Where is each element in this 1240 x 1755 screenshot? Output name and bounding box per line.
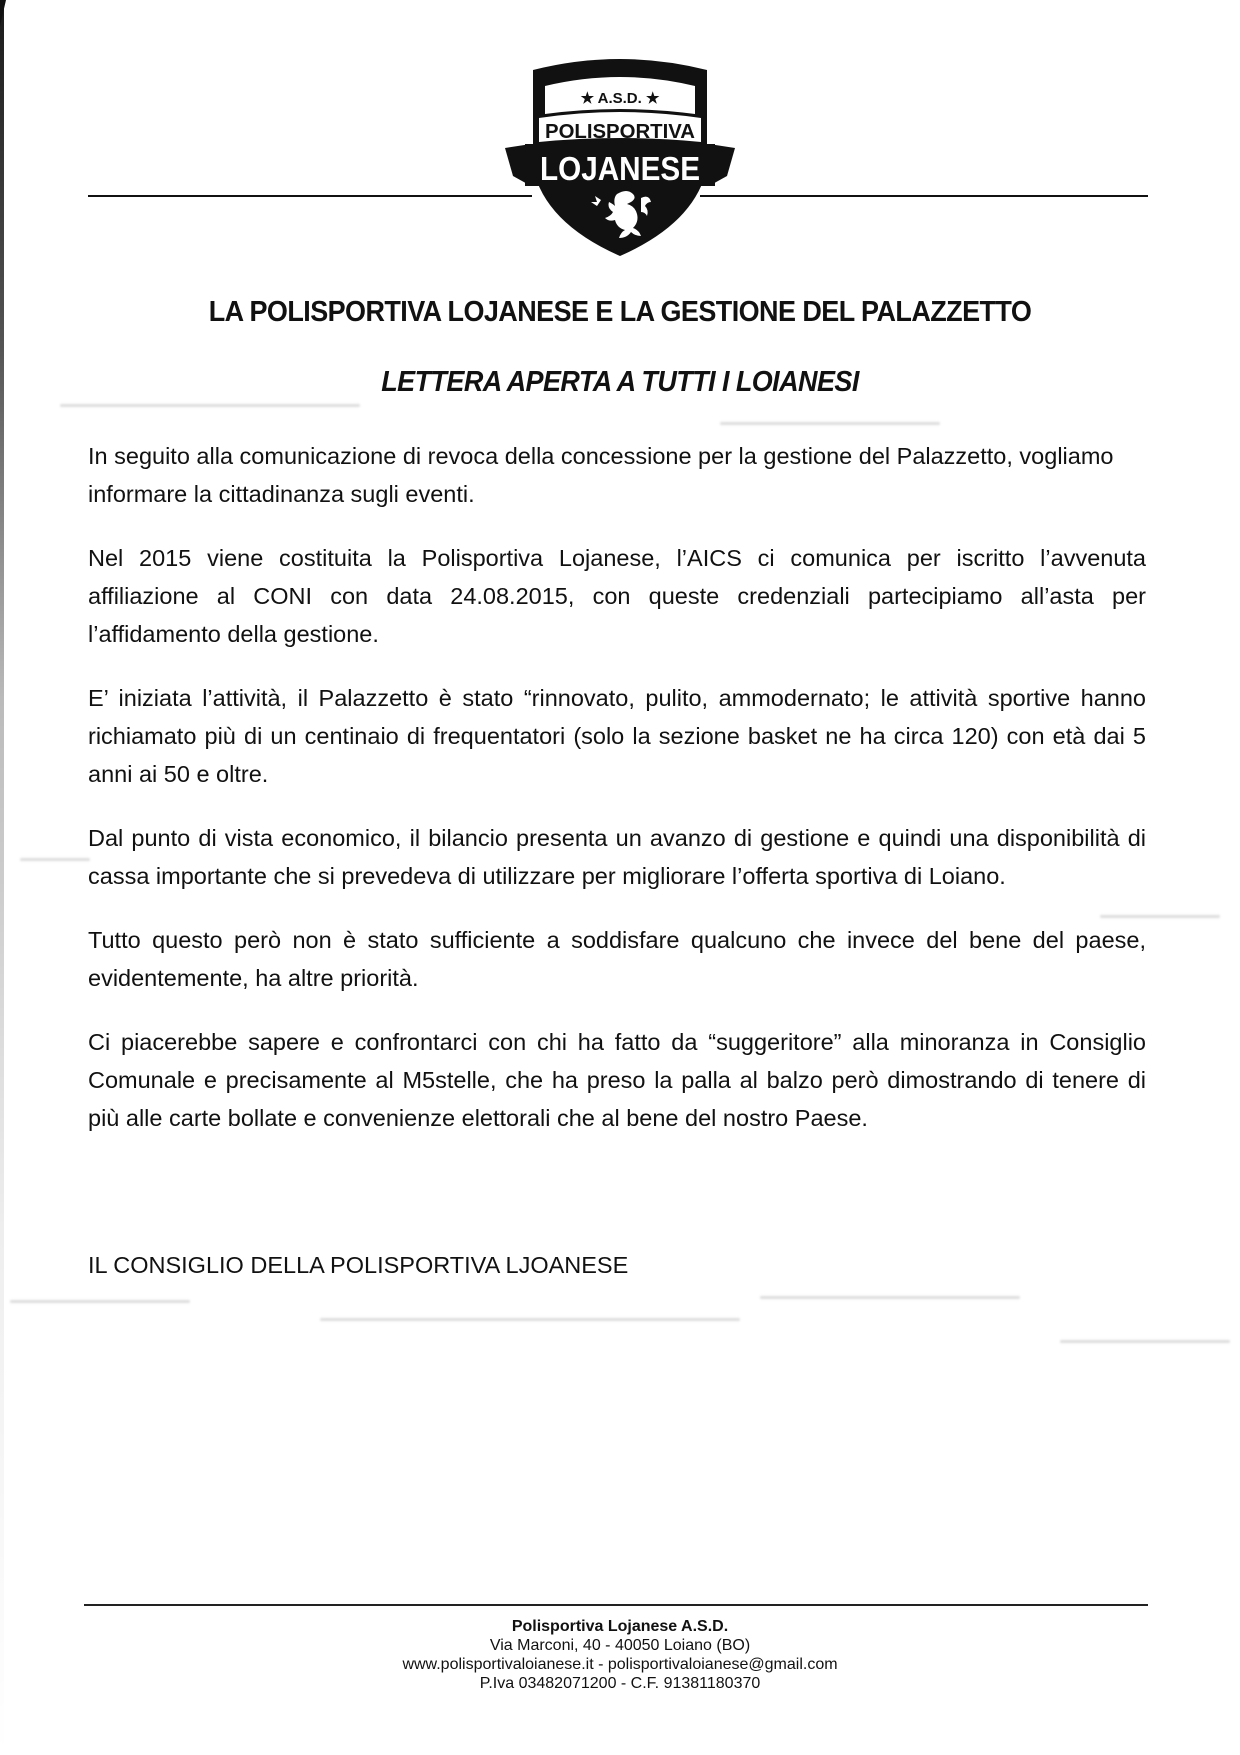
logo-bottom-text: LOJANESE — [540, 150, 700, 187]
logo-top-text: ★ A.S.D. ★ — [580, 90, 660, 107]
paragraph-2: Nel 2015 viene costituita la Polisportiva Lojanese, l’AICS ci comunica per iscritto l’avvenuta affiliazione al CONI con data 24.08.2015, con queste credenziali partecipiamo all’asta per l’affidamento della gestione. — [88, 545, 1146, 647]
club-logo — [505, 48, 735, 258]
scan-smudge — [720, 422, 940, 425]
header-rule-left — [88, 195, 532, 197]
scan-smudge — [1060, 1340, 1230, 1343]
scan-smudge — [320, 1318, 740, 1321]
footer-tax-ids: P.Iva 03482071200 - C.F. 91381180370 — [479, 1675, 761, 1692]
footer-rule — [84, 1604, 1148, 1606]
paragraph-3: E’ iniziata l’attività, il Palazzetto è stato “rinnovato, pulito, ammodernato; le attività sportive hanno richiamato più di un centinaio di frequentatori (solo la sezione basket ne ha circa 120) con età dai 5 anni ai 50 e oltre. — [88, 685, 1146, 787]
paragraph-4: Dal punto di vista economico, il bilancio presenta un avanzo di gestione e quindi una disponibilità di cassa importante che si prevedeva di utilizzare per migliorare l’offerta sportiva di Loiano. — [88, 825, 1146, 889]
letter-body — [88, 437, 1146, 1163]
signature: IL CONSIGLIO DELLA POLISPORTIVA LJOANESE — [88, 1252, 629, 1278]
paragraph-6: Ci piacerebbe sapere e confrontarci con chi ha fatto da “suggeritore” alla minoranza in Consiglio Comunale e precisamente al M5stelle, che ha preso la palla al balzo però dimostrando di tenere di più alle carte bollate e convenienze elettorali che al bene del nostro Paese. — [88, 1029, 1146, 1131]
page-title: LA POLISPORTIVA LOJANESE E LA GESTIONE DEL PALAZZETTO — [208, 296, 1032, 328]
header-rule-right — [700, 195, 1148, 197]
scan-smudge — [760, 1296, 1020, 1299]
footer-address: Via Marconi, 40 - 40050 Loiano (BO) — [489, 1637, 751, 1654]
paragraph-1: In seguito alla comunicazione di revoca della concessione per la gestione del Palazzetto, vogliamo informare la cittadinanza sugli eventi. — [88, 443, 1114, 507]
scan-corner — [0, 0, 6, 26]
paragraph-5: Tutto questo però non è stato sufficiente a soddisfare qualcuno che invece del bene del paese, evidentemente, ha altre priorità. — [88, 927, 1146, 991]
scan-smudge — [20, 858, 90, 861]
footer-organization: Polisportiva Lojanese A.S.D. — [511, 1618, 729, 1635]
logo-middle-text: POLISPORTIVA — [545, 121, 695, 143]
scan-smudge — [60, 404, 360, 407]
scan-edge — [0, 0, 4, 1755]
footer-contacts: www.polisportivaloianese.it - polisportivaloianese@gmail.com — [402, 1656, 838, 1673]
page-subtitle: LETTERA APERTA A TUTTI I LOIANESI — [381, 366, 859, 398]
letterhead-footer — [0, 1617, 1240, 1693]
scan-smudge — [10, 1300, 190, 1303]
